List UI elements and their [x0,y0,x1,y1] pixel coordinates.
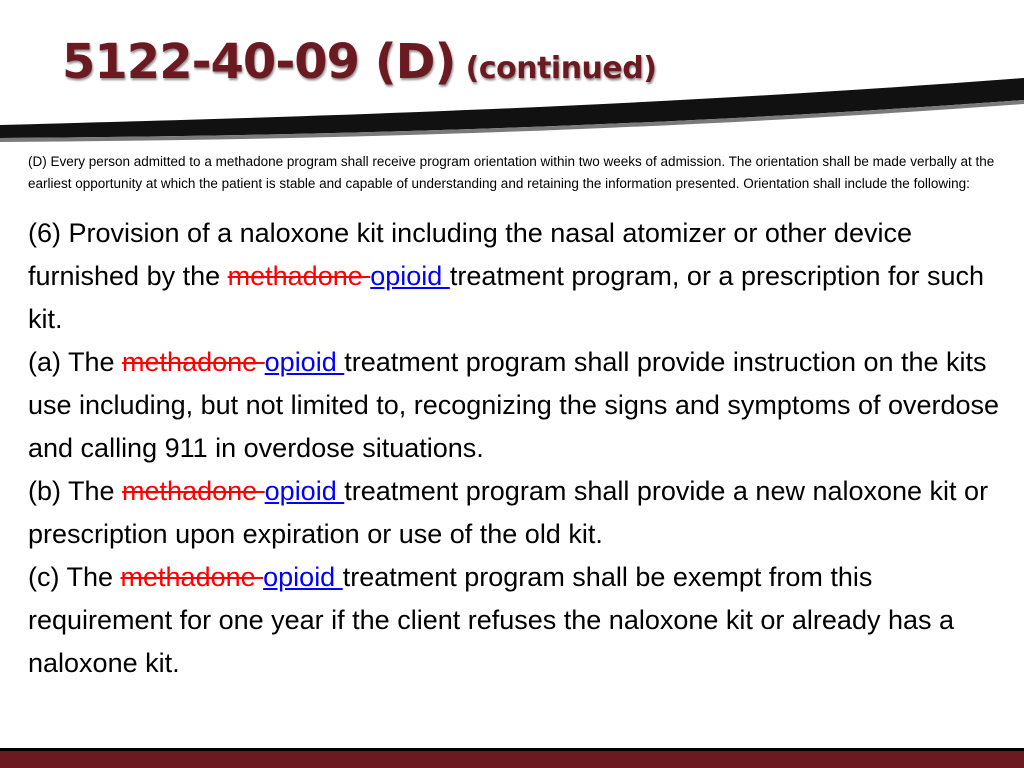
deleted-text: methadone [120,562,264,592]
paragraph-text: (6) Provision of a naloxone kit including the nasal atomizer or other device furnished by the [28,218,912,291]
paragraph-text: treatment program shall provide a new naloxone kit or prescription upon expiration or use of the old kit. [28,476,989,549]
inserted-text: opioid [264,347,345,377]
footer-bar [0,748,1024,768]
inserted-text: opioid [370,261,450,291]
intro-paragraph: (D) Every person admitted to a methadone program shall receive program orientation within two weeks of admission. The orientation shall be made verbally at the earliest opportunity at which the patient is stable and capable of understanding and retaining the information presented. Orientation shall include the following: [28,154,995,191]
title-continued: (continued) [465,51,657,86]
provision-paragraph-6 [28,212,1002,341]
title-main: 5122-40-09 (D) [62,34,456,90]
paragraph-text: (b) The [28,476,123,506]
inserted-text: opioid [264,476,345,506]
paragraph-text: (c) The [28,562,121,592]
paragraph-text: treatment program shall be exempt from this requirement for one year if the client refuses the naloxone kit or already has a naloxone kit. [28,562,955,678]
deleted-text: methadone [122,347,265,377]
rule-body [28,212,1002,685]
paragraph-text: treatment program, or a prescription for such kit. [28,261,985,334]
inserted-text: opioid [263,562,343,592]
provision-paragraph-b [28,470,1002,556]
paragraph-text: treatment program shall provide instruction on the kits use including, but not limited to, recognizing the signs and symptoms of overdose and calling 911 in overdose situations. [28,347,1000,463]
deleted-text: methadone [122,476,265,506]
provision-paragraph-a [28,341,1002,470]
deleted-text: methadone [227,261,371,291]
header-swoosh-divider [0,70,1024,145]
provision-paragraph-c [28,556,1002,685]
paragraph-text: (a) The [28,347,123,377]
